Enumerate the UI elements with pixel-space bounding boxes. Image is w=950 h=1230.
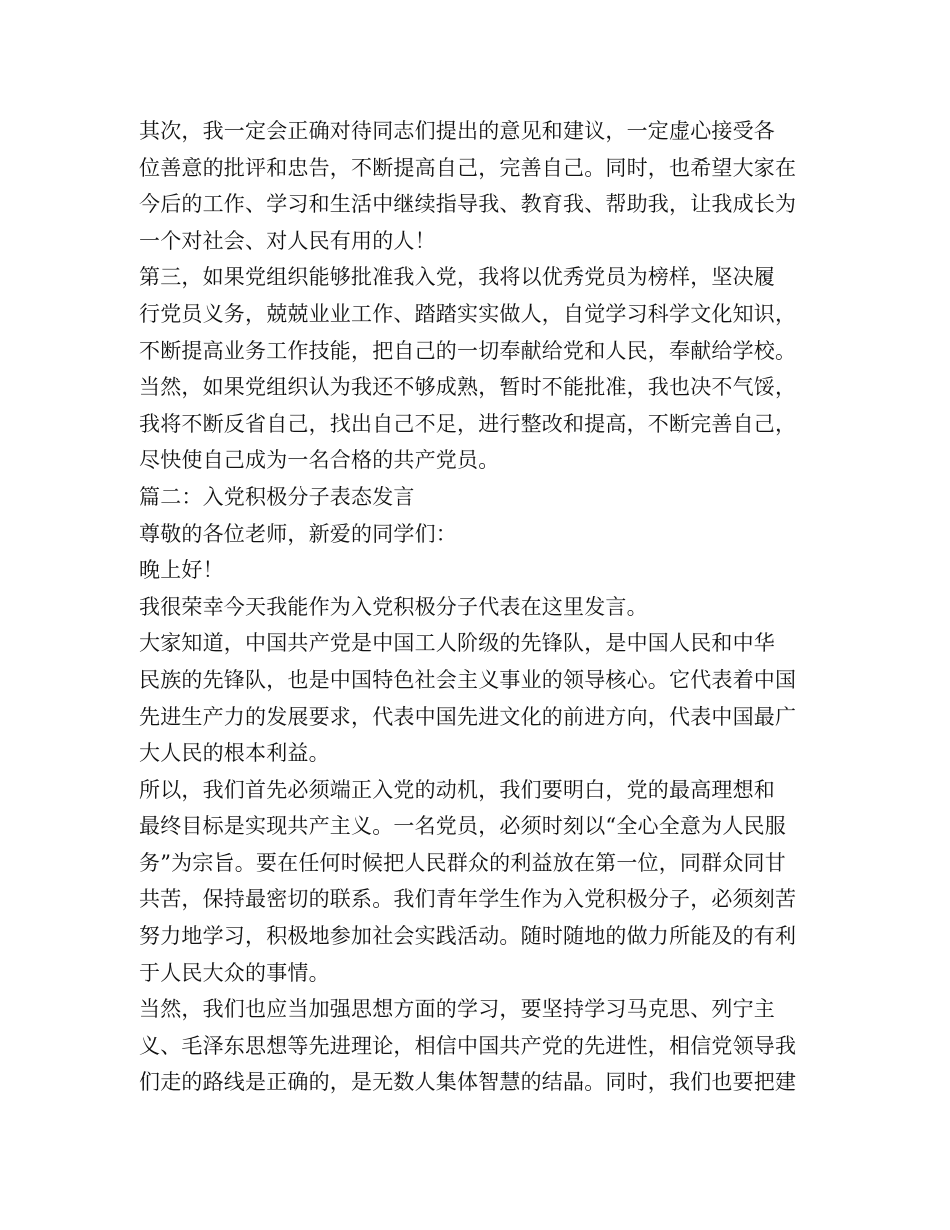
text-line: 共苦，保持最密切的联系。我们青年学生作为入党积极分子，必须刻苦 — [139, 887, 797, 912]
text-line: 务”为宗旨。要在任何时候把人民群众的利益放在第一位，同群众同甘 — [139, 850, 786, 875]
text-line: 当然，我们也应当加强思想方面的学习，要坚持学习马克思、列宁主 — [139, 997, 775, 1022]
greeting-line: 晚上好！ — [139, 558, 224, 583]
text-line: 行党员义务，兢兢业业工作、踏踏实实做人，自觉学习科学文化知识， — [139, 301, 797, 326]
text-line: 位善意的批评和忠告，不断提高自己，完善自己。同时，也希望大家在 — [139, 155, 797, 180]
text-line: 尽快使自己成为一名合格的共产党员。 — [139, 448, 500, 473]
text-line: 其次，我一定会正确对待同志们提出的意见和建议，一定虚心接受各 — [139, 119, 775, 143]
text-line: 大家知道，中国共产党是中国工人阶级的先锋队，是中国人民和中华 — [139, 631, 775, 656]
text-line: 不断提高业务工作技能，把自己的一切奉献给党和人民，奉献给学校。 — [139, 338, 797, 363]
text-line: 一个对社会、对人民有用的人！ — [139, 228, 436, 253]
text-line: 努力地学习，积极地参加社会实践活动。随时随地的做力所能及的有利 — [139, 924, 797, 949]
text-line: 当然，如果党组织认为我还不够成熟，暂时不能批准，我也决不气馁， — [139, 375, 797, 400]
section-heading: 篇二：入党积极分子表态发言 — [139, 484, 415, 509]
text-line: 今后的工作、学习和生活中继续指导我、教育我、帮助我，让我成长为 — [139, 192, 797, 217]
text-line: 义、毛泽东思想等先进理论，相信中国共产党的先进性，相信党领导我 — [139, 1033, 797, 1058]
text-line: 们走的路线是正确的，是无数人集体智慧的结晶。同时，我们也要把建 — [139, 1070, 797, 1095]
text-line: 第三，如果党组织能够批准我入党，我将以优秀党员为榜样，坚决履 — [139, 265, 775, 290]
text-line: 所以，我们首先必须端正入党的动机，我们要明白，党的最高理想和 — [139, 777, 775, 802]
salutation-line: 尊敬的各位老师，新爱的同学们： — [139, 521, 457, 546]
text-line: 于人民大众的事情。 — [139, 960, 330, 985]
text-line: 我将不断反省自己，找出自己不足，进行整改和提高，不断完善自己， — [139, 411, 797, 436]
text-line: 大人民的根本利益。 — [139, 741, 330, 766]
text-line: 最终目标是实现共产主义。一名党员，必须时刻以“全心全意为人民服 — [139, 814, 786, 839]
text-line: 民族的先锋队，也是中国特色社会主义事业的领导核心。它代表着中国 — [139, 667, 797, 692]
text-line: 我很荣幸今天我能作为入党积极分子代表在这里发言。 — [139, 594, 648, 619]
text-line: 先进生产力的发展要求，代表中国先进文化的前进方向，代表中国最广 — [139, 704, 797, 729]
document-body — [139, 113, 819, 1101]
